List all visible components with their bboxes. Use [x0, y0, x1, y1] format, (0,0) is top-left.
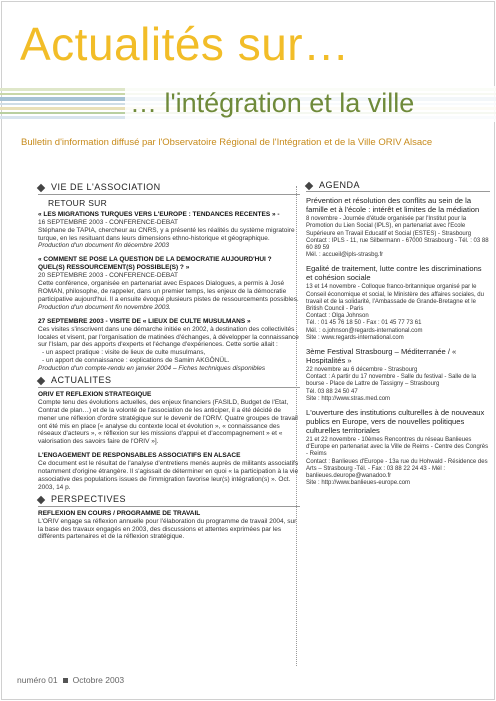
agenda-line: 21 et 22 novembre - 10èmes Rencontres du réseau Banlieues d'Europe en partenariat avec la Ville de Reims - Centre des Congrès - Reims	[306, 437, 489, 458]
agenda-line: Tél. 03 88 24 50 47	[306, 388, 358, 395]
agenda-item	[300, 196, 490, 259]
article-engagement	[38, 452, 300, 492]
agenda-line: Mél. : accueil@ipls-strasbg.fr	[306, 252, 384, 259]
agenda-item	[300, 408, 490, 487]
diamond-bullet-icon	[37, 377, 45, 385]
article-migrations	[38, 211, 300, 251]
article-note: Production d'un document fin décembre 2003	[38, 242, 169, 250]
article-date: 20 SEPTEMBRE 2003 - CONFERENCE-DEBAT	[38, 272, 179, 280]
agenda-item-title: L'ouverture des institutions culturelles à de nouveaux publics en Europe, vers de nouvelles politiques culturelles territoriales	[306, 408, 485, 436]
section-vie-association	[38, 184, 300, 192]
agenda-line: Contact : IPLS - 11, rue Silbermann - 67000 Strasbourg - Tél. : 03 88 60 89 59	[306, 237, 489, 252]
square-separator-icon	[63, 678, 68, 683]
divider	[306, 191, 490, 192]
list-item: - un aspect pratique : visite de lieux de culte musulmans,	[42, 349, 206, 357]
article-date: 16 SEPTEMBRE 2003 - CONFERENCE-DEBAT	[38, 218, 179, 226]
agenda-line: 22 novembre au 6 décembre - Strasbourg	[306, 367, 418, 374]
article-programme	[38, 510, 300, 542]
agenda-line: Contact : Banlieues d'Europe - 13a rue du Hohwald - Résidence des Arts – Strasbourg -Tél. - Fax : 03 88 22 24 43 - Mél : banlieues.deurope@wanadoo.fr	[306, 458, 488, 480]
section-heading: PERSPECTIVES	[51, 493, 127, 504]
agenda-line: Contact : Olga Johnson	[306, 313, 369, 320]
article-title: « LES MIGRATIONS TURQUES VERS L'EUROPE : TENDANCES RECENTES » -	[38, 210, 280, 218]
agenda-item	[300, 347, 490, 403]
agenda-line: 13 et 14 novembre - Colloque franco-britannique organisé par le Conseil économique et social, le Ministère des affaires sociales, du travail et de la solidarité, l'Ambassade de Grande-Bretagne et le British Council - Paris	[306, 284, 484, 313]
agenda-line: Site : www.regards-international.com	[306, 334, 404, 341]
article-title: 27 SEPTEMBRE 2003 - VISITE DE « LIEUX DE CULTE MUSULMANS »	[38, 317, 251, 325]
diamond-bullet-icon	[37, 184, 45, 192]
article-body: Ces visites s'inscrivent dans une démarche initiée en 2002, à destination des collectivités locales et visent, par l'organisation de matinées d'échanges, à développer la connaissance sur l'Islam, par des apports d'experts et l'échange d'expériences. Cette sortie allait :	[38, 325, 299, 349]
divider	[38, 387, 300, 388]
section-actualites	[38, 377, 300, 385]
article-title: REFLEXION EN COURS / PROGRAMME DE TRAVAIL	[38, 509, 201, 517]
article-strategie	[38, 391, 300, 446]
agenda-line: Tél. : 01 45 76 18 50 - Fax : 01 45 77 73 61	[306, 320, 422, 327]
divider	[38, 506, 300, 507]
agenda-line: Site : http://www.stras.med.com	[306, 395, 391, 402]
article-title: « COMMENT SE POSE LA QUESTION DE LA DEMOCRATIE AUJOURD'HUI ? QUEL(S) RESSOURCEMENT(S) POSSIBLE(S) ? »	[38, 256, 272, 272]
article-body: Cette conférence, organisée en partenariat avec Espaces Dialogues, a permis à José ROMAN, philosophe, de rappeler, dans un premier temps, les enjeux de la démocratie participative aujourd'hui. Il a ensuite évoqué plusieurs pistes de ressourcements possibles.	[38, 280, 299, 303]
agenda-line: Site : http://www.banlieues-europe.com	[306, 480, 411, 487]
agenda-item-title: 3ème Festival Strasbourg – Méditerranée / « Hospitalités »	[306, 347, 457, 366]
agenda-line: Mél. : o.johnson@regards-international.com	[306, 327, 423, 334]
bulletin-description: Bulletin d'information diffusé par l'Observatoire Régional de l'Intégration et de la Ville ORIV Alsace	[21, 137, 433, 148]
issue-date: Octobre 2003	[72, 675, 125, 685]
section-heading: VIE DE L'ASSOCIATION	[51, 182, 161, 192]
article-body: Stéphane de TAPIA, chercheur au CNRS, y a présenté les réalités du système migratoire turque, en les resituant dans leurs dimensions ethno-historique et géographique.	[38, 226, 295, 242]
agenda-column	[300, 182, 490, 492]
section-heading: AGENDA	[319, 180, 361, 190]
issue-number: numéro 01	[17, 675, 58, 685]
list-item: - un apport de connaissance : explications de Samim AKGÖNÜL.	[42, 357, 230, 365]
agenda-line: Contact : A partir du 17 novembre - Salle du festival - Salle de la bourse - Place de Lattre de Tassigny – Strasbourg	[306, 374, 477, 388]
divider	[38, 194, 300, 195]
agenda-line: 8 novembre - Journée d'étude organisée par l'Institut pour la Promotion du Lien Social (IPLS), en partenariat avec l'Ecole Supérieure en Travail Educatif et Social (ESTES) - Strasbourg	[306, 216, 472, 237]
diamond-bullet-icon	[37, 496, 45, 504]
section-agenda	[306, 182, 490, 189]
article-body: Compte tenu des évolutions actuelles, des enjeux financiers (FASILD, Budget de l'Etat, Contrat de plan…) et de la volonté de l'association de les anticiper, il a été décidé de mener une réflexion d'ordre stratégique sur le devenir de l'ORIV. Quatre groupes de travail ont été mis en place [« analyse du contexte local et évolution », « connaissance des réseaux d'acteurs », « réflexion sur les missions d'appui et d'accompagnement » et « valorisation des savoirs faire de l'ORIV »].	[38, 398, 298, 446]
page-footer	[17, 675, 124, 685]
section-perspectives	[38, 493, 300, 504]
diamond-bullet-icon	[305, 181, 313, 189]
article-title: L'ENGAGEMENT DE RESPONSABLES ASSOCIATIFS EN ALSACE	[38, 452, 241, 460]
agenda-item-title: Prévention et résolution des conflits au sein de la famille et à l'école : intérêt et limites de la médiation	[306, 196, 480, 215]
article-lieux-culte	[38, 318, 300, 373]
article-body: Ce document est le résultat de l'analyse d'entretiens menés auprès de militants associatifs notamment d'origine étrangère. Il s'agissait de déterminer en quoi « la participation à la vie associative des populations issues de l'immigration favorise leur(s) intégration(s) ». Oct. 2003, 14 p.	[38, 460, 299, 491]
section-heading: ACTUALITES	[51, 375, 112, 386]
masthead-subtitle: … l'intégration et la ville	[130, 88, 415, 118]
masthead-title: Actualités sur…	[20, 18, 350, 70]
subsection-heading: RETOUR SUR	[48, 197, 108, 208]
article-democratie	[38, 256, 300, 311]
article-title: ORIV ET REFLEXION STRATEGIQUE	[38, 390, 152, 398]
agenda-item	[300, 264, 490, 342]
article-note: Production d'un document fin novembre 2003.	[38, 303, 171, 311]
article-body: L'ORIV engage sa réflexion annuelle pour l'élaboration du programme de travail 2004, sur la base des travaux engagés en 2003, des discussions et attentes exprimées par les différents partenaires et de la réflexion stratégique.	[38, 517, 297, 541]
agenda-item-title: Egalité de traitement, lutte contre les discriminations et cohésion sociale	[306, 264, 482, 283]
left-column	[38, 184, 300, 543]
article-note: Production d'un compte-rendu en janvier 2004 – Fiches techniques disponibles	[38, 365, 266, 373]
